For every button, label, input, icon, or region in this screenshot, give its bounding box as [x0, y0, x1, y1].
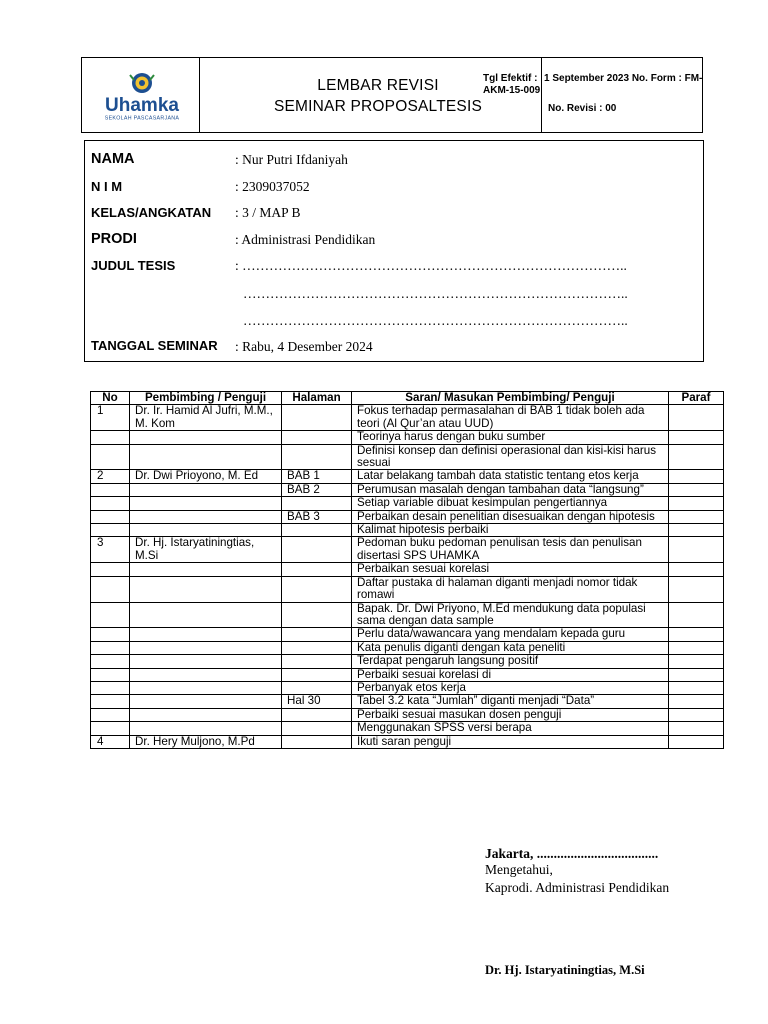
cell-halaman: BAB 2 — [282, 483, 352, 496]
revision-table — [90, 391, 724, 749]
cell-halaman — [282, 524, 352, 537]
cell-no — [91, 681, 130, 694]
cell-paraf — [669, 681, 724, 694]
table-row — [91, 576, 724, 602]
cell-saran: Perbaikan sesuai korelasi — [352, 563, 669, 576]
cell-paraf — [669, 405, 724, 431]
logo-cell — [82, 58, 200, 132]
cell-paraf — [669, 735, 724, 748]
cell-halaman — [282, 668, 352, 681]
cell-no: 4 — [91, 735, 130, 748]
cell-paraf — [669, 483, 724, 496]
cell-paraf — [669, 470, 724, 483]
table-row — [91, 497, 724, 510]
cell-pembimbing — [130, 510, 282, 523]
cell-pembimbing — [130, 576, 282, 602]
table-row — [91, 695, 724, 708]
prodi-value: : Administrasi Pendidikan — [235, 232, 376, 247]
cell-no: 3 — [91, 537, 130, 563]
cell-no — [91, 444, 130, 470]
cell-saran: Teorinya harus dengan buku sumber — [352, 431, 669, 444]
cell-no — [91, 431, 130, 444]
table-row — [91, 405, 724, 431]
table-row — [91, 722, 724, 735]
table-row — [91, 681, 724, 694]
cell-halaman — [282, 602, 352, 628]
cell-saran: Perbaikan desain penelitian disesuaikan dengan hipotesis — [352, 510, 669, 523]
effective-date-label: Tgl Efektif : AKM-15-009 — [483, 73, 541, 96]
title-line-2: SEMINAR PROPOSALTESIS — [273, 98, 483, 115]
table-row — [91, 524, 724, 537]
cell-pembimbing — [130, 681, 282, 694]
table-row — [91, 708, 724, 721]
cell-saran: Perlu data/wawancara yang mendalam kepada guru — [352, 628, 669, 641]
table-row — [91, 628, 724, 641]
cell-paraf — [669, 695, 724, 708]
table-row — [91, 444, 724, 470]
cell-pembimbing: Dr. Hery Muljono, M.Pd — [130, 735, 282, 748]
cell-no — [91, 563, 130, 576]
kelas-label: KELAS/ANGKATAN — [91, 205, 212, 220]
cell-pembimbing — [130, 444, 282, 470]
cell-no — [91, 641, 130, 654]
effective-date-value: 1 September 2023 No. Form : FM- — [544, 73, 703, 84]
cell-saran: Ikuti saran penguji — [352, 735, 669, 748]
cell-paraf — [669, 628, 724, 641]
revision-number: No. Revisi : 00 — [548, 103, 617, 114]
cell-paraf — [669, 537, 724, 563]
cell-saran: Tabel 3.2 kata “Jumlah” diganti menjadi “Data” — [352, 695, 669, 708]
cell-no — [91, 497, 130, 510]
cell-no — [91, 708, 130, 721]
nim-label: N I M — [91, 179, 123, 194]
cell-pembimbing — [130, 722, 282, 735]
cell-paraf — [669, 668, 724, 681]
table-header-row — [91, 392, 724, 405]
cell-no — [91, 695, 130, 708]
cell-halaman — [282, 735, 352, 748]
cell-paraf — [669, 708, 724, 721]
header-paraf: Paraf — [669, 392, 724, 405]
cell-paraf — [669, 655, 724, 668]
cell-halaman — [282, 444, 352, 470]
table-row — [91, 735, 724, 748]
cell-pembimbing — [130, 497, 282, 510]
cell-halaman — [282, 722, 352, 735]
cell-halaman — [282, 641, 352, 654]
cell-paraf — [669, 524, 724, 537]
tanggal-value: : Rabu, 4 Desember 2024 — [235, 339, 373, 354]
table-row — [91, 470, 724, 483]
cell-saran: Bapak. Dr. Dwi Priyono, M.Ed mendukung data populasi sama dengan data sample — [352, 602, 669, 628]
cell-saran: Definisi konsep dan definisi operasional dan kisi-kisi harus sesuai — [352, 444, 669, 470]
nama-value: : Nur Putri Ifdaniyah — [235, 152, 348, 167]
cell-no — [91, 655, 130, 668]
cell-pembimbing — [130, 708, 282, 721]
table-row — [91, 668, 724, 681]
cell-halaman — [282, 681, 352, 694]
judul-label: JUDUL TESIS — [91, 258, 176, 273]
table-row — [91, 537, 724, 563]
nim-value: : 2309037052 — [235, 179, 310, 194]
cell-no — [91, 668, 130, 681]
cell-halaman: BAB 3 — [282, 510, 352, 523]
judul-line-3: ………………………………………………………………………….. — [243, 313, 628, 328]
cell-halaman — [282, 405, 352, 431]
cell-paraf — [669, 510, 724, 523]
cell-saran: Latar belakang tambah data statistic tentang etos kerja — [352, 470, 669, 483]
cell-halaman — [282, 537, 352, 563]
signature-place: Jakarta, .................................... — [485, 846, 659, 861]
cell-no — [91, 722, 130, 735]
cell-no — [91, 602, 130, 628]
table-row — [91, 483, 724, 496]
cell-no — [91, 483, 130, 496]
header-no: No — [91, 392, 130, 405]
cell-saran: Perbanyak etos kerja — [352, 681, 669, 694]
cell-halaman — [282, 628, 352, 641]
cell-no — [91, 524, 130, 537]
table-row — [91, 655, 724, 668]
cell-paraf — [669, 431, 724, 444]
cell-pembimbing — [130, 628, 282, 641]
cell-no: 1 — [91, 405, 130, 431]
header-pembimbing: Pembimbing / Penguji — [130, 392, 282, 405]
cell-pembimbing: Dr. Ir. Hamid Al Jufri, M.M., M. Kom — [130, 405, 282, 431]
title-line-1: LEMBAR REVISI — [317, 77, 439, 94]
cell-paraf — [669, 602, 724, 628]
cell-saran: Kata penulis diganti dengan kata peneliti — [352, 641, 669, 654]
cell-halaman — [282, 431, 352, 444]
cell-no — [91, 510, 130, 523]
signature-role: Kaprodi. Administrasi Pendidikan — [485, 880, 670, 895]
tanggal-label: TANGGAL SEMINAR — [91, 338, 218, 353]
cell-halaman — [282, 655, 352, 668]
judul-line-1: : ………………………………………………………………………….. — [235, 258, 627, 273]
uhamka-logo — [97, 71, 187, 121]
cell-no — [91, 576, 130, 602]
cell-paraf — [669, 563, 724, 576]
document-header — [81, 57, 703, 133]
table-row — [91, 431, 724, 444]
cell-pembimbing — [130, 641, 282, 654]
cell-pembimbing — [130, 668, 282, 681]
kelas-value: : 3 / MAP B — [235, 205, 301, 220]
header-halaman: Halaman — [282, 392, 352, 405]
student-info-box — [84, 140, 704, 362]
header-saran: Saran/ Masukan Pembimbing/ Penguji — [352, 392, 669, 405]
cell-saran: Terdapat pengaruh langsung positif — [352, 655, 669, 668]
cell-paraf — [669, 641, 724, 654]
cell-paraf — [669, 444, 724, 470]
cell-saran: Kalimat hipotesis perbaiki — [352, 524, 669, 537]
cell-pembimbing — [130, 483, 282, 496]
cell-saran: Pedoman buku pedoman penulisan tesis dan penulisan disertasi SPS UHAMKA — [352, 537, 669, 563]
table-row — [91, 563, 724, 576]
cell-saran: Perbaiki sesuai masukan dosen penguji — [352, 708, 669, 721]
judul-line-2: ………………………………………………………………………….. — [243, 286, 628, 301]
cell-paraf — [669, 576, 724, 602]
cell-pembimbing — [130, 695, 282, 708]
table-row — [91, 602, 724, 628]
cell-saran: Fokus terhadap permasalahan di BAB 1 tidak boleh ada teori (Al Qur’an atau UUD) — [352, 405, 669, 431]
cell-halaman — [282, 576, 352, 602]
cell-pembimbing — [130, 602, 282, 628]
cell-halaman: Hal 30 — [282, 695, 352, 708]
cell-saran: Perbaiki sesuai korelasi di — [352, 668, 669, 681]
signature-name: Dr. Hj. Istaryatiningtias, M.Si — [485, 963, 645, 977]
table-row — [91, 510, 724, 523]
cell-halaman: BAB 1 — [282, 470, 352, 483]
cell-pembimbing — [130, 563, 282, 576]
cell-pembimbing: Dr. Dwi Prioyono, M. Ed — [130, 470, 282, 483]
cell-pembimbing — [130, 431, 282, 444]
svg-text:SEKOLAH PASCASARJANA: SEKOLAH PASCASARJANA — [104, 115, 180, 121]
cell-paraf — [669, 722, 724, 735]
cell-saran: Menggunakan SPSS versi berapa — [352, 722, 669, 735]
cell-halaman — [282, 497, 352, 510]
cell-pembimbing — [130, 655, 282, 668]
prodi-label: PRODI — [91, 231, 137, 247]
svg-text:Uhamka: Uhamka — [105, 95, 179, 116]
signature-knowing: Mengetahui, — [485, 862, 553, 877]
cell-pembimbing: Dr. Hj. Istaryatiningtias, M.Si — [130, 537, 282, 563]
cell-pembimbing — [130, 524, 282, 537]
cell-no: 2 — [91, 470, 130, 483]
cell-halaman — [282, 563, 352, 576]
cell-saran: Daftar pustaka di halaman diganti menjadi nomor tidak romawi — [352, 576, 669, 602]
nama-label: NAMA — [91, 151, 135, 167]
table-row — [91, 641, 724, 654]
cell-no — [91, 628, 130, 641]
cell-saran: Setiap variable dibuat kesimpulan pengertiannya — [352, 497, 669, 510]
cell-paraf — [669, 497, 724, 510]
cell-halaman — [282, 708, 352, 721]
cell-saran: Perumusan masalah dengan tambahan data “langsung” — [352, 483, 669, 496]
